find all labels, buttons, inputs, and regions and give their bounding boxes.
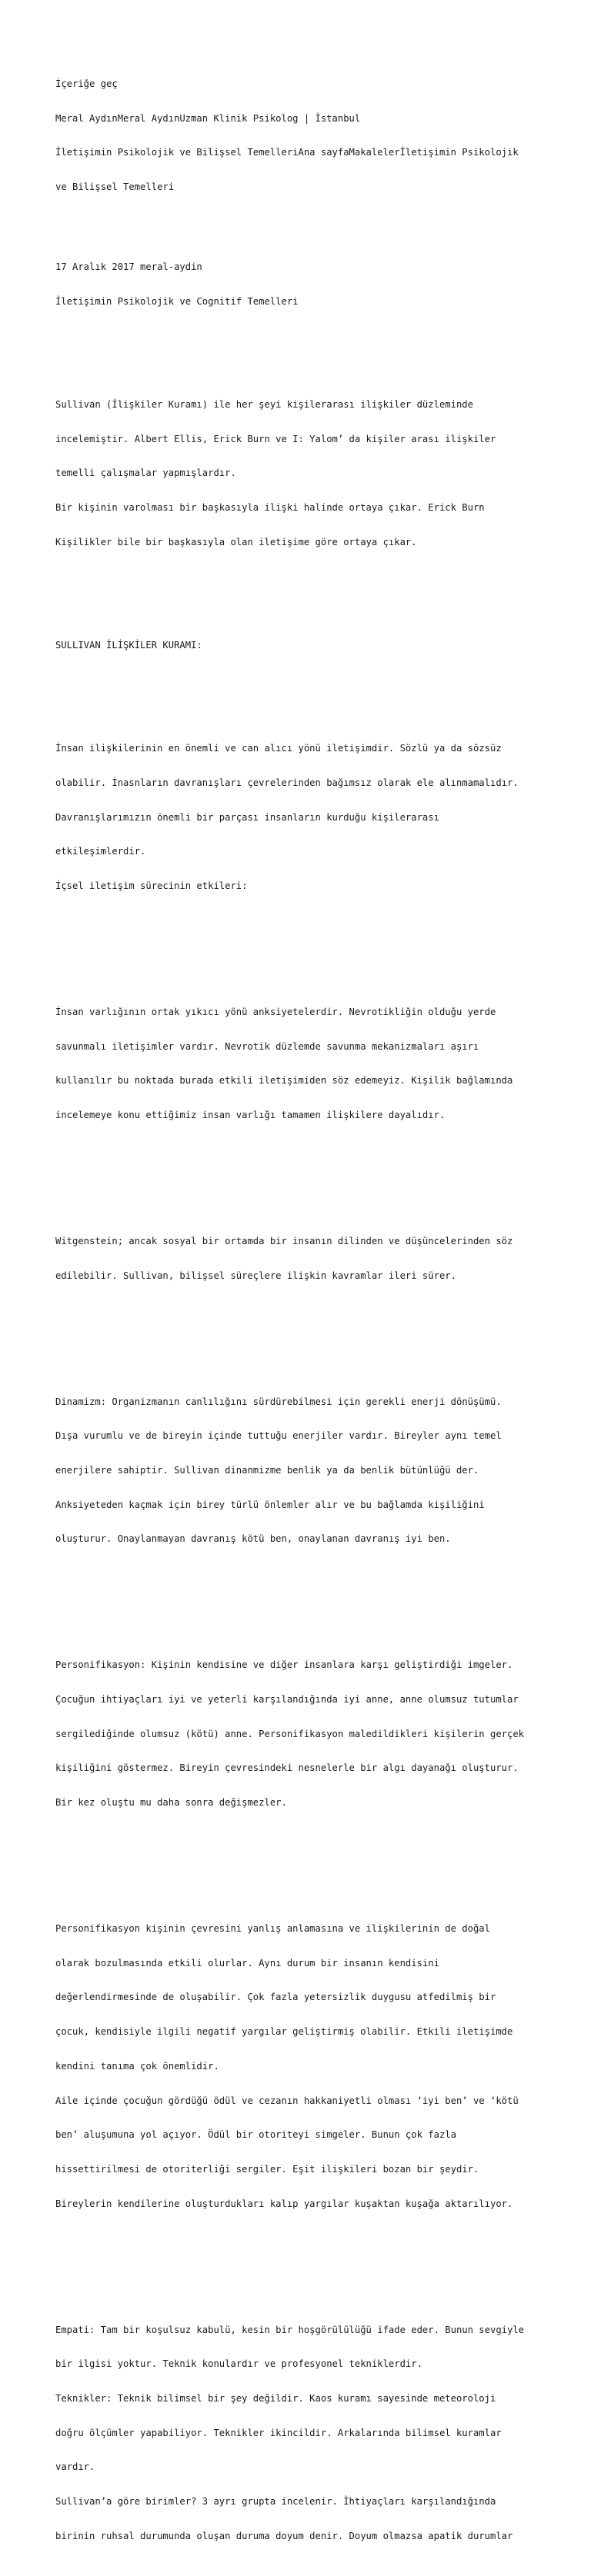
text-line: Witgenstein; ancak sosyal bir ortamda bir insanın dilinden ve düşüncelerinden söz <box>55 1235 513 1246</box>
text-line: Personifikasyon kişinin çevresini yanlış anlamasına ve ilişkilerinin de doğal <box>55 1923 490 1935</box>
text-line: olabilir. İnasnların davranışları çevrelerinden bağımsız olarak ele alınmamalıdır. <box>55 777 519 788</box>
article-title: İletişimin Psikolojik ve Cognitif Temelleri <box>55 295 299 307</box>
post-date-author: 17 Aralık 2017 meral-aydin <box>55 261 202 273</box>
breadcrumb-continued: ve Bilişsel Temelleri <box>55 181 175 192</box>
paragraph-3 <box>55 983 548 1144</box>
text-line: Sullivan (İlişkiler Kuramı) ile her şeyi kişilerarası ilişkiler düzleminde <box>55 399 473 411</box>
text-line: savunmalı iletişimler vardır. Nevrotik düzlemde savunma mekanizmaları aşırı <box>55 1040 479 1052</box>
text-line: olarak bozulmasında etkili olurlar. Aynı durum bir insanın kendisini <box>55 1957 439 1969</box>
text-line: Bir kişinin varolması bir başkasıyla ilişki halinde ortaya çıkar. Erick Burn <box>55 502 485 514</box>
spacer <box>55 2255 548 2267</box>
text-line: Personifikasyon: Kişinin kendisine ve diğer insanlara karşı geliştirdiği imgeler. <box>55 1659 513 1671</box>
text-line: Anksiyeteden kaçmak için birey türlü önlemler alır ve bu bağlamda kişiliğini <box>55 1499 485 1510</box>
text-line: Teknikler: Teknik bilimsel bir şey değildir. Kaos kuramı sayesinde meteoroloji <box>55 2393 496 2405</box>
text-line: temelli çalışmalar yapmışlardır. <box>55 468 236 479</box>
text-line: değerlendirmesinde de oluşabilir. Çok fazla yetersizlik duygusu atfedilmiş bir <box>55 1992 496 2003</box>
text-line: hissettirilmesi de otoriterliği sergiler. Eşit ilişkileri bozan bir şeydir. <box>55 2163 479 2175</box>
text-line: incelemiştir. Albert Ellis, Erick Burn ve I: Yalom’ da kişiler arası ilişkiler <box>55 433 496 444</box>
text-line: Aile içinde çocuğun gördüğü ödül ve cezanın hakkaniyetli olması ‘iyi ben’ ve ‘kötü <box>55 2095 519 2106</box>
text-line: Sullivan’a göre birimler? 3 ayrı grupta incelenir. İhtiyaçları karşılandığında <box>55 2496 496 2508</box>
text-line: Çocuğun ihtiyaçları iyi ve yeterli karşılandığında iyi anne, anne olumsuz tutumlar <box>55 1694 519 1706</box>
spacer <box>55 1591 548 1603</box>
text-line: kullanılır bu noktada burada etkili iletişimiden söz edemeyiz. Kişilik bağlamında <box>55 1075 513 1087</box>
site-title-link[interactable]: Meral AydınMeral AydınUzman Klinik Psikolog | İstanbul <box>55 112 361 124</box>
text-line: İnsan ilişkilerinin en önemli ve can alıcı yönü iletişimdir. Sözlü ya da sözsüz <box>55 743 502 754</box>
spacer <box>55 331 548 342</box>
spacer <box>55 216 548 228</box>
text-line: enerjilere sahiptir. Sullivan dinanmizme benlik ya da benlik bütünlüğü der. <box>55 1464 479 1476</box>
text-line: İnsan varlığının ortak yıkıcı yönü anksiyetelerdir. Nevrotikliğin olduğu yerde <box>55 1006 496 1017</box>
text-line: Kişilikler bile bir başkasıyla olan iletişime göre ortaya çıkar. <box>55 536 417 547</box>
spacer <box>55 594 548 605</box>
text-line: incelemeye konu ettiğimiz insan varlığı tamamen ilişkilere dayalıdır. <box>55 1109 446 1120</box>
paragraph-8 <box>55 2301 548 2565</box>
spacer <box>55 1855 548 1866</box>
text-line: Dinamizm: Organizmanın canlılığını sürdürebilmesi için gerekli enerji dönüşümü. <box>55 1396 502 1407</box>
text-line: Dışa vurumlu ve de bireyin içinde tuttuğu enerjiler vardır. Bireyler aynı temel <box>55 1430 502 1442</box>
text-line: kişiliğini göstermez. Bireyin çevresindeki nesnelerle bir algı dayanağı oluşturur. <box>55 1762 519 1774</box>
document-page <box>55 55 548 2576</box>
text-line: Davranışlarımızın önemli bir parçası insanların kurduğu kişilerarası <box>55 811 439 823</box>
paragraph-2 <box>55 720 548 914</box>
text-line: vardır. <box>55 2461 95 2473</box>
paragraph-7 <box>55 1900 548 2232</box>
text-line: sergilediğinde olumsuz (kötü) anne. Personifikasyon maledildikleri kişilerin gerçek <box>55 1728 525 1739</box>
text-line: ben’ aluşumuna yol açıyor. Ödül bir otoriteyi simgeler. Bunun çok fazla <box>55 2129 456 2141</box>
text-line: bir ilgisi yoktur. Teknik konulardır ve profesyonel tekniklerdir. <box>55 2358 422 2370</box>
text-line: Bireylerin kendilerine oluşturdukları kalıp yargılar kuşaktan kuşağa aktarılıyor. <box>55 2198 513 2209</box>
text-line: oluşturur. Onaylanmayan davranış kötü ben, onaylanan davranış iyi ben. <box>55 1533 451 1545</box>
spacer <box>55 1167 548 1179</box>
paragraph-5 <box>55 1373 548 1568</box>
text-line: İçsel iletişim sürecinin etkileri: <box>55 880 248 891</box>
spacer <box>55 674 548 686</box>
section-heading: SULLIVAN İLİŞKİLER KURAMI: <box>55 640 202 651</box>
text-line: kendini tanıma çok önemlidir. <box>55 2060 219 2072</box>
text-line: edilebilir. Sullivan, bilişsel süreçlere ilişkin kavramlar ileri sürer. <box>55 1270 456 1281</box>
paragraph-6 <box>55 1637 548 1832</box>
text-line: doğru ölçümler yapabiliyor. Teknikler ikincildir. Arkalarında bilimsel kuramlar <box>55 2427 502 2438</box>
text-line: çocuk, kendisiyle ilgili negatif yargılar geliştirmiş olabilir. Etkili iletişimde <box>55 2026 513 2038</box>
text-line: etkileşimlerdir. <box>55 846 146 857</box>
paragraph-1 <box>55 376 548 571</box>
spacer <box>55 937 548 949</box>
text-line: Bir kez oluştu mu daha sonra değişmezler. <box>55 1797 287 1809</box>
text-line: Empati: Tam bir koşulsuz kabulü, kesin bir hoşgörülülüğü ifade eder. Bunun sevgiyle <box>55 2324 525 2335</box>
spacer <box>55 1327 548 1339</box>
text-line: birinin ruhsal durumunda oluşan duruma doyum denir. Doyum olmazsa apatik durumlar <box>55 2530 513 2541</box>
paragraph-4 <box>55 1213 548 1304</box>
breadcrumb: İletişimin Psikolojik ve Bilişsel TemelleriAna sayfaMakalelerİletişimin Psikolojik <box>55 147 519 158</box>
skip-to-content-link[interactable]: İçeriğe geç <box>55 78 118 89</box>
